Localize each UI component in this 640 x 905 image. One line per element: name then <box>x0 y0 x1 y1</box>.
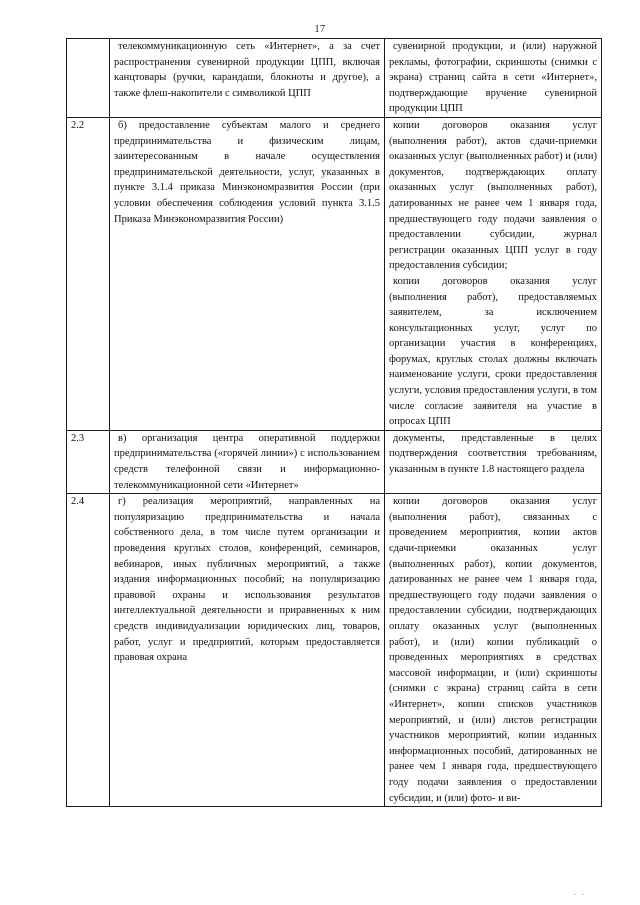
page-number: 17 <box>314 24 326 35</box>
row-number: 2.4 <box>67 494 110 807</box>
supporting-documents <box>385 494 602 807</box>
activity-description: г) реализация мероприятий, направленных на популяризацию предпринимательства и начала собственного дела, в том числе путем организации и проведения круглых столов, конференций, семинаров, вебинаров, иных публичных мероприятий, а также издания информационных пособий; на популяризацию правовой охраны и использования результатов интеллектуальной деятельности и приравненных к ним средств индивидуализации юридических лиц, товаров, работ, услуг и предприятий, которым предоставляется правовая охрана <box>110 494 385 807</box>
activity-description: телекоммуникационную сеть «Интернет», а за счет распространения сувенирной продукции ЦПП, включая канцтовары (ручки, карандаши, блокноты и другое), а также флеш-накопители с символикой ЦПП <box>110 39 385 118</box>
table-row <box>67 430 602 493</box>
table-row <box>67 39 602 118</box>
document-paragraph: копии договоров оказания услуг (выполнения работ), актов сдачи-приемки оказанных услуг (выполненных работ) и (или) документов, подтверждающих оплату оказанных услуг (выполненных работ), датированных не ранее чем 1 января года, предшествующего году подачи заявления о предоставлении субсидии, журнал регистрации оказанных ЦПП услуг в году предоставления субсидии; <box>389 119 597 272</box>
table-row <box>67 494 602 807</box>
supporting-documents <box>385 39 602 118</box>
row-number: 2.3 <box>67 430 110 493</box>
supporting-documents <box>385 117 602 430</box>
supporting-documents <box>385 430 602 493</box>
document-paragraph: документы, представленные в целях подтверждения соответствия требованиям, указанным в пункте 1.8 настоящего раздела <box>389 432 597 476</box>
requirements-table <box>66 38 602 807</box>
scan-margin-marks: . . <box>574 888 586 897</box>
document-paragraph: копии договоров оказания услуг (выполнения работ), предоставляемых заявителем, за исключением консультационных услуг, услуг по организации участия в конференциях, форумах, круглых столах должны включать наименование услуги, сроки предоставления услуги, условия предоставления услуги, в том числе согласие заявителя на участие в опросах ЦПП <box>389 275 597 428</box>
activity-description: в) организация центра оперативной поддержки предпринимательства («горячей линии») с использованием средств телефонной связи и информационно-телекоммуникационной сети «Интернет» <box>110 430 385 493</box>
activity-description: б) предоставление субъектам малого и среднего предпринимательства и физическим лицам, заинтересованным в начале осуществления предпринимательской деятельности, услуг, указанных в пункте 3.1.4 приказа Минэкономразвития России (при условии обеспечения соблюдения условий пункта 3.1.5 Приказа Минэкономразвития России) <box>110 117 385 430</box>
row-number <box>67 39 110 118</box>
row-number: 2.2 <box>67 117 110 430</box>
document-paragraph: сувенирной продукции, и (или) наружной рекламы, фотографии, скриншоты (снимки с экрана) страниц сайта в сети «Интернет», подтверждающие вручение сувенирной продукции ЦПП <box>389 41 597 115</box>
document-paragraph: копии договоров оказания услуг (выполнения работ), связанных с проведением мероприятия, копии актов сдачи-приемки оказанных услуг (выполненных работ), копии документов, датированных не ранее чем 1 января года, предшествующего году подачи заявления о предоставлении субсидии, подтверждающих оплату оказанных услуг (выполненных работ), и (или) копии публикаций о проведенных мероприятиях в средствах массовой информации, и (или) скриншоты (снимки с экрана) страниц сайта в сети «Интернет», копии списков участников мероприятий, и (или) листов регистрации участников мероприятий, копии изданных информационных пособий, датированных не ранее чем 1 января года, предшествующего году подачи заявления о предоставлении субсидии, и (или) фото- и ви- <box>389 496 597 804</box>
table-row <box>67 117 602 430</box>
